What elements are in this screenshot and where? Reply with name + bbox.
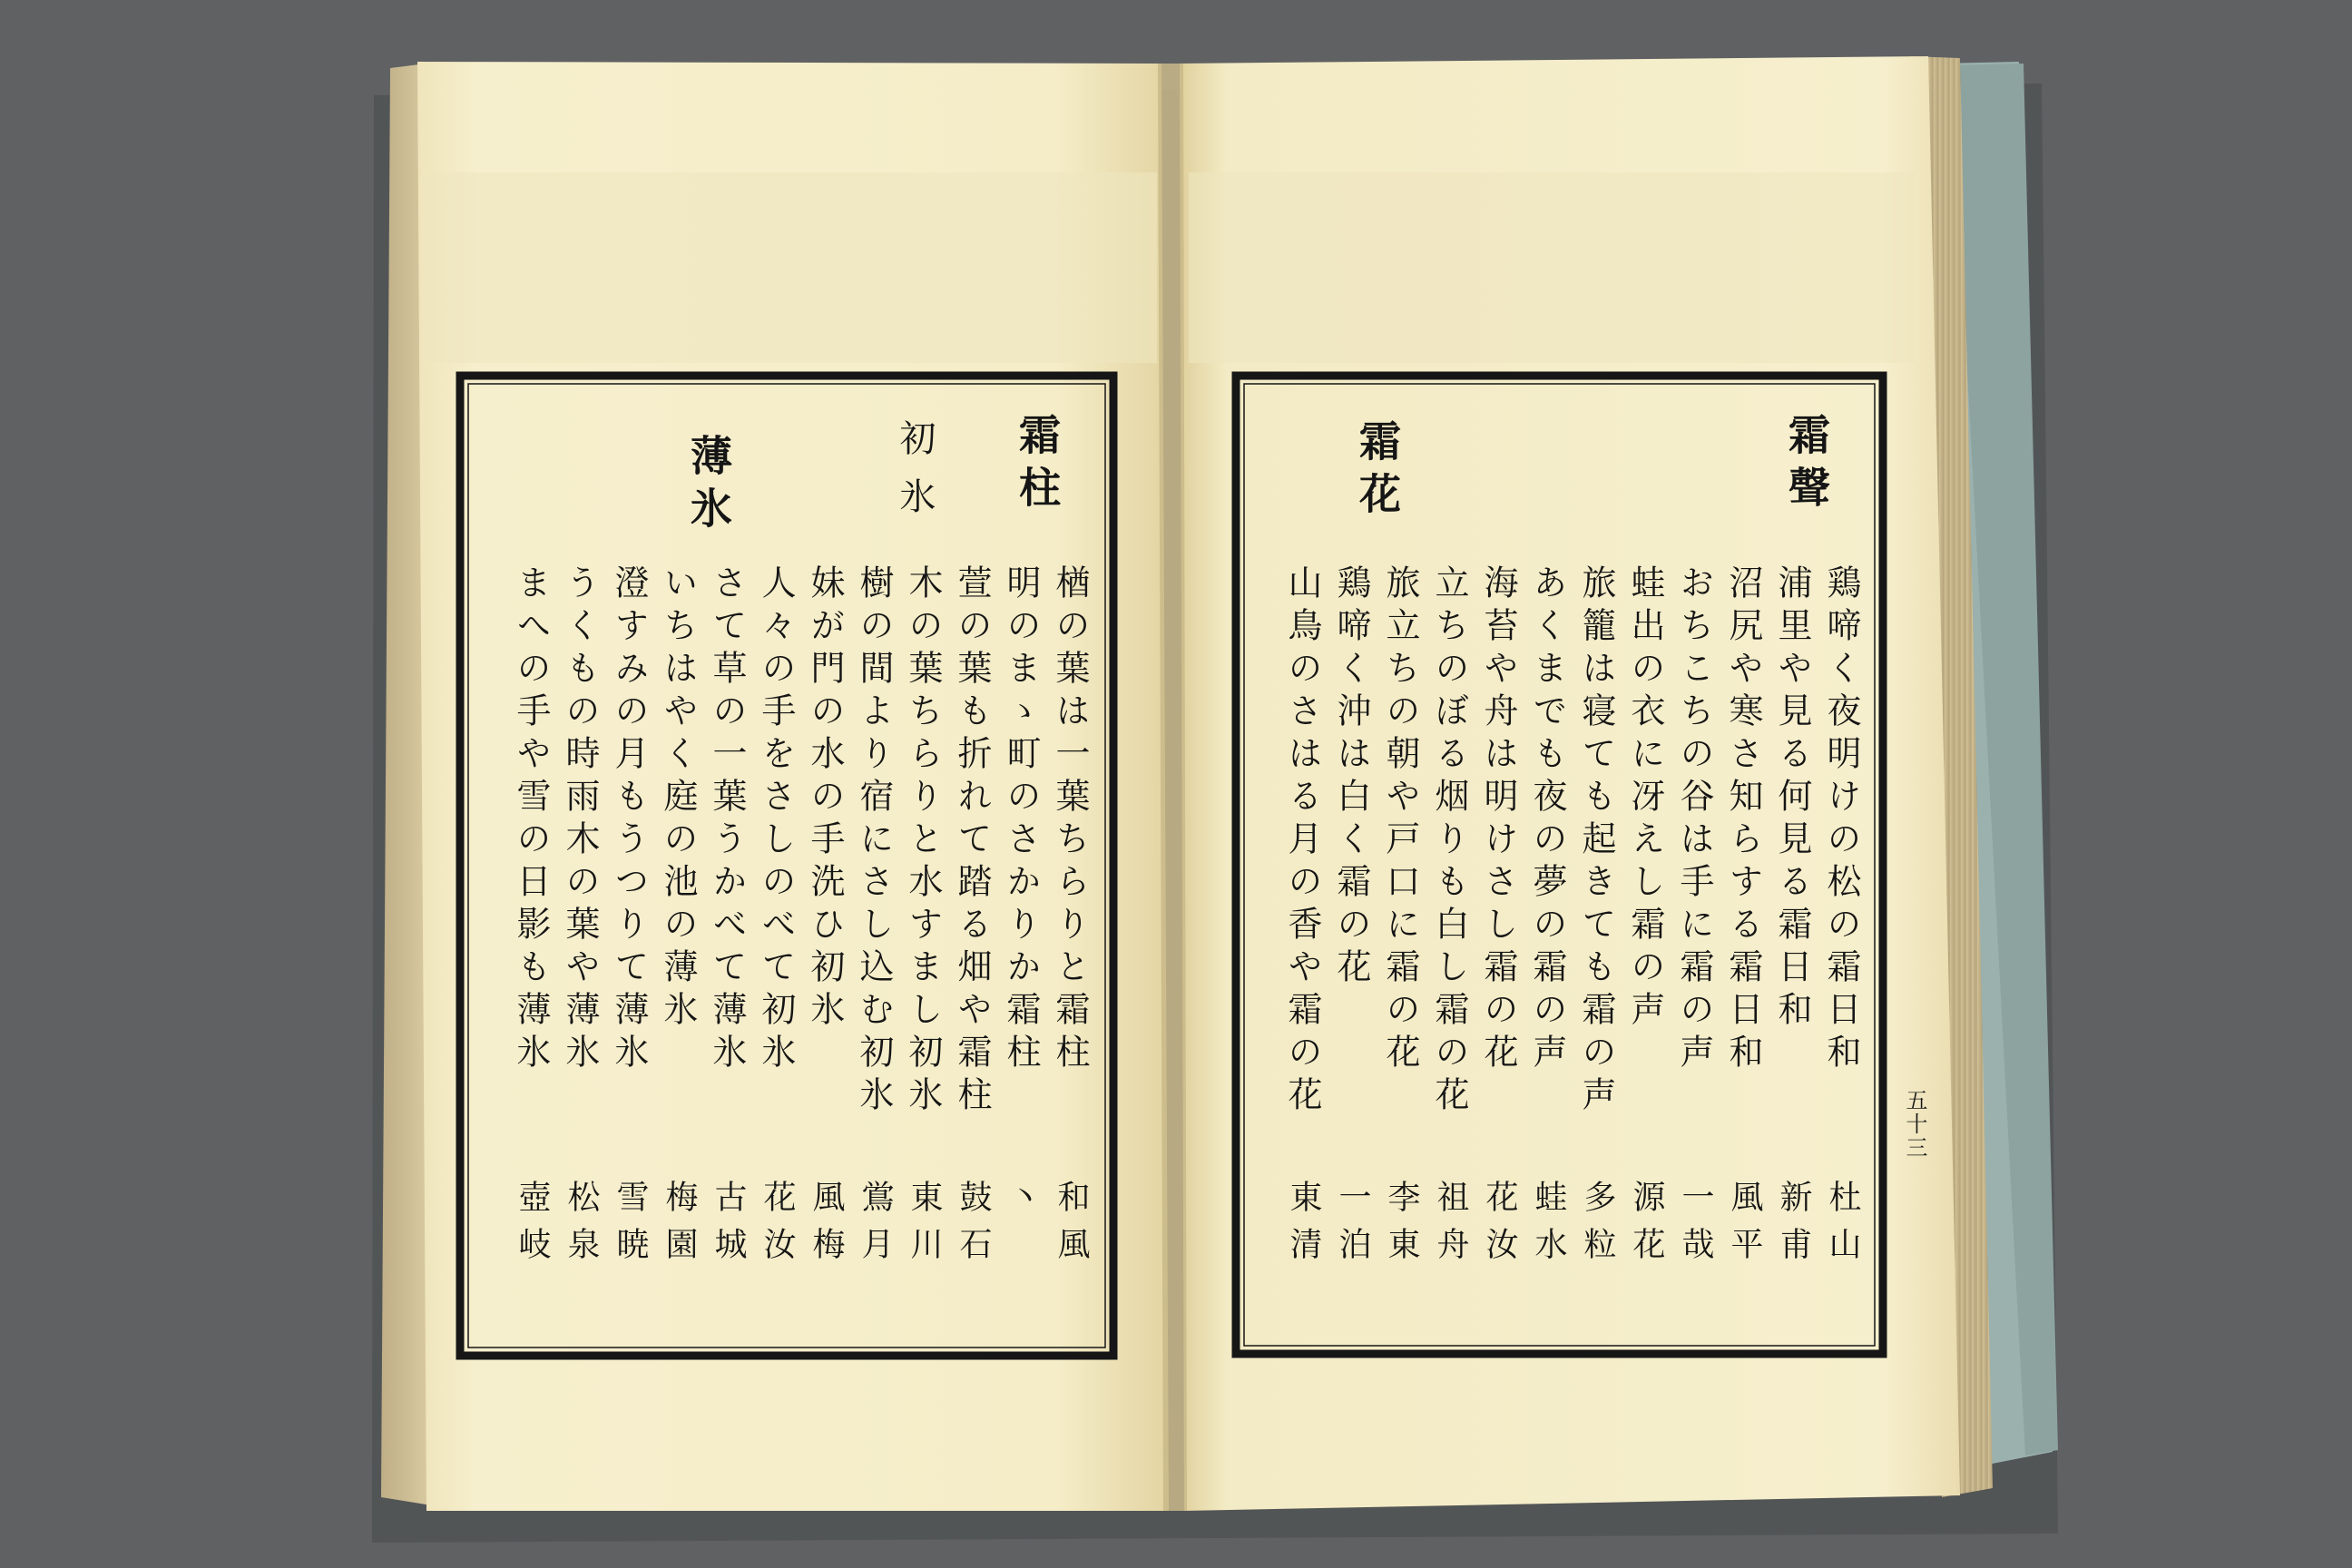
right-verse-7: あくまでも夜の夢の霜の声 [1527,564,1567,1076]
left-author-11: 松泉 [563,1180,600,1274]
right-author-8: 花汝 [1481,1180,1518,1274]
right-author-2: 新甫 [1775,1180,1812,1274]
right-author-10: 李東 [1383,1180,1420,1274]
left-verse-11: うくもの時雨木の葉や薄氷 [560,564,600,1076]
left-author-4: 東川 [906,1180,943,1274]
left-author-7: 花汝 [759,1180,796,1274]
right-verse-5: 蛙出の衣に冴えし霜の声 [1625,564,1665,1034]
left-verse-3: 萱の葉も折れて踏る畑や霜柱 [952,564,992,1119]
right-author-7: 蛙水 [1530,1180,1567,1274]
right-author-6: 多粒 [1579,1180,1616,1274]
right-verse-12: 山鳥のさはる月の香や霜の花 [1282,564,1322,1119]
right-author-9: 祖舟 [1432,1180,1469,1274]
left-verse-8: さて草の一葉うかべて薄氷 [707,564,747,1076]
right-author-11: 一泊 [1334,1180,1371,1274]
left-author-2: 丶 [1004,1180,1041,1227]
left-author-6: 風梅 [808,1180,845,1274]
right-verse-6: 旅籠は寝ても起きても霜の声 [1576,564,1616,1119]
right-page-shade [1189,172,1915,363]
right-author-12: 東清 [1285,1180,1322,1274]
right-verse-8: 海苔や舟は明けさし霜の花 [1478,564,1518,1076]
left-verse-9: いちはやく庭の池の薄氷 [658,564,698,1034]
right-heading-frost-sound: 霜聲 [1782,413,1831,518]
right-verse-2: 浦里や見る何見る霜日和 [1772,564,1812,1034]
left-heading-first-ice: 初氷 [894,419,936,535]
right-author-3: 風平 [1726,1180,1763,1274]
right-author-5: 源花 [1628,1180,1665,1274]
left-verse-5: 樹の間より宿にさし込む初氷 [854,564,894,1119]
left-page-shade [426,172,1157,363]
left-author-12: 壺岐 [514,1180,551,1274]
left-author-9: 梅園 [661,1180,698,1274]
left-author-3: 鼓石 [955,1180,992,1274]
right-verse-11: 鶏啼く沖は白く霜の花 [1331,564,1371,991]
left-verse-4: 木の葉ちらりと水すまし初氷 [903,564,943,1119]
right-verse-3: 沼尻や寒さ知らする霜日和 [1723,564,1763,1076]
left-author-8: 古城 [710,1180,747,1274]
page-number: 五十三 [1902,1089,1927,1160]
left-verse-7: 人々の手をさしのべて初氷 [756,564,796,1076]
left-verse-6: 妹が門の水の手洗ひ初氷 [805,564,845,1034]
right-verse-10: 旅立ちの朝や戸口に霜の花 [1380,564,1420,1076]
left-verse-12: まへの手や雪の日影も薄氷 [511,564,551,1076]
right-verse-4: おちこちの谷は手に霜の声 [1674,564,1714,1076]
right-verse-1: 鶏啼く夜明けの松の霜日和 [1821,564,1861,1076]
left-verse-1: 楢の葉は一葉ちらりと霜柱 [1050,564,1090,1076]
right-author-4: 一哉 [1677,1180,1714,1274]
left-heading-frost-pillar: 霜柱 [1013,413,1062,518]
left-author-1: 和風 [1053,1180,1090,1274]
left-author-10: 雪暁 [612,1180,649,1274]
right-verse-9: 立ちのぼる烟りも白し霜の花 [1429,564,1469,1119]
right-author-1: 杜山 [1824,1180,1861,1274]
left-verse-10: 澄すみの月もうつりて薄氷 [609,564,649,1076]
right-heading-frost-flower: 霜花 [1353,419,1402,524]
left-author-5: 鴬月 [857,1180,894,1274]
left-verse-2: 明のまゝ町のさかりか霜柱 [1001,564,1041,1076]
left-heading-thin-ice: 薄氷 [684,434,733,539]
